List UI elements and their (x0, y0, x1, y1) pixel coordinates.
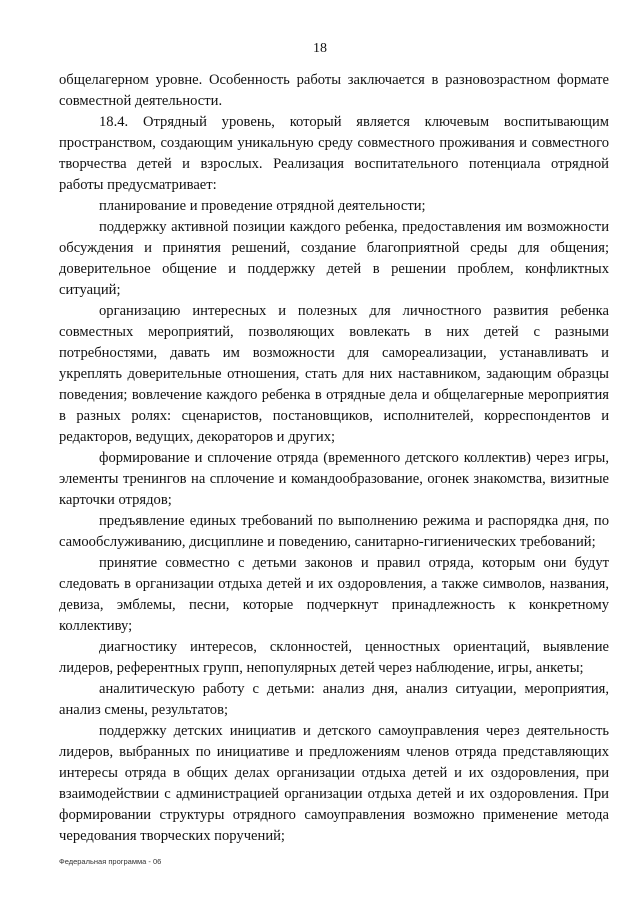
document-body (59, 70, 609, 847)
paragraph: формирование и сплочение отряда (временного детского коллектив) через игры, элементы тренингов на сплочение и командообразование, огонек знакомства, визитные карточки отрядов; (59, 450, 609, 508)
paragraph: 18.4. Отрядный уровень, который является ключевым воспитывающим пространством, создающим уникальную среду совместного проживания и совместного творчества детей и взрослых. Реализация воспитательного потенциала отрядной работы предусматривает: (59, 114, 609, 193)
paragraph: планирование и проведение отрядной деятельности; (99, 198, 426, 214)
paragraph: общелагерном уровне. Особенность работы заключается в разновозрастном формате совместной деятельности. (59, 72, 609, 109)
paragraph: предъявление единых требований по выполнению режима и распорядка дня, по самообслуживанию, дисциплине и поведению, санитарно-гигиенических требований; (59, 513, 609, 550)
paragraph: поддержку активной позиции каждого ребенка, предоставления им возможности обсуждения и принятия решений, создание благоприятной среды для общения; доверительное общение и поддержку детей в решении проблем, конфликтных ситуаций; (59, 219, 609, 298)
paragraph: принятие совместно с детьми законов и правил отряда, которым они будут следовать в организации отдыха детей и их оздоровления, а также символов, названия, девиза, эмблемы, песни, которые подчеркнут принадлежность к конкретному коллективу; (59, 555, 609, 634)
footer-note: Федеральная программа - 06 (59, 857, 162, 866)
paragraph: организацию интересных и полезных для личностного развития ребенка совместных мероприятий, позволяющих вовлекать в них детей с разными потребностями, давать им возможности для самореализации, устанавливать и укреплять доверительные отношения, стать для них наставником, задающим образцы поведения; вовлечение каждого ребенка в отрядные дела и общелагерные мероприятия в разных ролях: сценаристов, постановщиков, исполнителей, корреспондентов и редакторов, ведущих, декораторов и других; (59, 303, 609, 445)
paragraph: поддержку детских инициатив и детского самоуправления через деятельность лидеров, выбранных по инициативе и предложениям членов отряда представляющих интересы отряда в общих делах организации отдыха детей и их оздоровления, при взаимодействии с администрацией организации отдыха детей и их оздоровления. При формировании структуры отрядного самоуправления возможно применение метода чередования творческих поручений; (59, 723, 609, 844)
page-number: 18 (313, 41, 327, 56)
paragraph: аналитическую работу с детьми: анализ дня, анализ ситуации, мероприятия, анализ смены, результатов; (59, 681, 609, 718)
paragraph: диагностику интересов, склонностей, ценностных ориентаций, выявление лидеров, референтных групп, непопулярных детей через наблюдение, игры, анкеты; (59, 639, 609, 676)
